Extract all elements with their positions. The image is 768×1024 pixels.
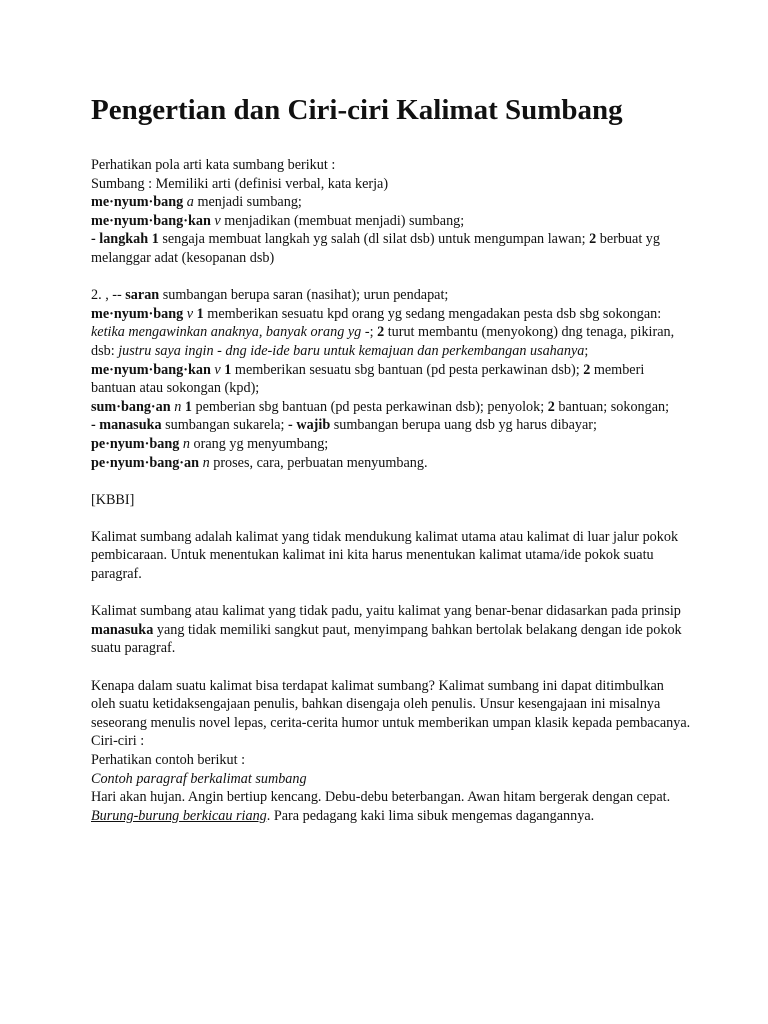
definition-text: sumbangan berupa saran (nasihat); urun pendapat; [159, 287, 449, 304]
body-text: . Para pedagang kaki lima sibuk mengemas dagangannya. [266, 807, 595, 824]
definition-text: memberi bantuan atau sokongan (kpd); [91, 361, 645, 397]
definition-text: sengaja membuat langkah yg salah (dl silat dsb) untuk mengumpan lawan; [158, 231, 590, 248]
entry-word: saran [125, 287, 160, 304]
section-label: Perhatikan contoh berikut : [91, 752, 246, 768]
word-class: n [179, 435, 190, 452]
document-page [91, 92, 691, 844]
entry-word: me·nyum·bang [91, 194, 184, 211]
sense-number: 2 [589, 231, 597, 248]
emphasis-word: manasuka [91, 621, 154, 638]
entry-word: - langkah 1 [91, 231, 159, 248]
entry-word: sum·bang·an [91, 398, 171, 415]
body-text: Kalimat sumbang atau kalimat yang tidak padu, yaitu kalimat yang benar-benar didasarkan pada prinsip [91, 603, 681, 620]
definition-line [91, 416, 691, 435]
definition-line [91, 193, 691, 212]
definition-line [91, 454, 691, 473]
definition-text: turut membantu (menyokong) dng tenaga, pikiran, dsb: [91, 324, 675, 359]
definition-text: memberikan sesuatu kpd orang yg sedang mengadakan pesta dsb sbg sokongan: [203, 305, 662, 322]
sense-number: 1 [193, 305, 204, 322]
example-paragraph [91, 788, 691, 825]
word-class: n [199, 454, 210, 471]
example-sentence-underlined: Burung-burung berkicau riang [91, 807, 267, 824]
definition-text: pemberian sbg bantuan (pd pesta perkawinan dsb); penyolok; [191, 398, 548, 415]
definition-line [91, 361, 691, 398]
sense-number: 1 [220, 361, 232, 378]
definition-text: memberikan sesuatu sbg bantuan (pd pesta perkawinan dsb); [231, 361, 584, 378]
word-class: v [183, 305, 194, 322]
definition-text: bantuan; sokongan; [554, 398, 670, 415]
definition-line [91, 398, 691, 417]
sense-number: 1 [181, 398, 192, 415]
example-text: ketika mengawinkan anaknya, banyak orang yg - [91, 324, 370, 341]
definition-text: 2. , -- [91, 287, 126, 304]
definition-text: ; [369, 324, 378, 341]
definition-line [91, 435, 691, 454]
text-line: Perhatikan pola arti kata sumbang berikut : [91, 157, 336, 173]
definition-text: sumbangan sukarela; [161, 417, 289, 434]
paragraph-pola-arti [91, 156, 691, 268]
definition-line [91, 212, 691, 231]
word-class: a [183, 194, 194, 211]
body-text: Kenapa dalam suatu kalimat bisa terdapat kalimat sumbang? Kalimat sumbang ini dapat ditimbulkan oleh suatu ketidaksengajaan penulis, bahkan disengaja oleh penulis. Unsur kesengajaan ini misalnya seseorang menulis novel lepas, cerita-cerita humor untuk memberikan umpan klasik kepada pembacanya. [91, 677, 691, 731]
definition-text: menjadi sumbang; [193, 194, 302, 211]
definition-text: proses, cara, perbuatan menyumbang. [209, 454, 428, 471]
example-text: justru saya ingin - dng ide-ide baru untuk kemajuan dan perkembangan usahanya [118, 342, 585, 359]
definition-text: orang yg menyumbang; [189, 435, 329, 452]
entry-word: me·nyum·bang·kan [91, 361, 211, 378]
paragraph-kenapa [91, 677, 691, 826]
paragraph-kalimat-sumbang: Kalimat sumbang adalah kalimat yang tidak mendukung kalimat utama atau kalimat di luar jalur pokok pembicaraan. Untuk menentukan kalimat ini kita harus menentukan kalimat utama/ide pokok suatu paragraf. [91, 528, 679, 583]
sense-number: 2 [547, 398, 555, 415]
word-class: v [210, 212, 221, 229]
source-citation: [KBBI] [91, 491, 135, 508]
body-text: Hari akan hujan. Angin bertiup kencang. Debu-debu beterbangan. Awan hitam bergerak dengan cepat. [91, 789, 671, 806]
definition-text: berbuat yg melanggar adat (kesopanan dsb) [91, 231, 660, 266]
text-line: Sumbang : Memiliki arti (definisi verbal, kata kerja) [91, 175, 389, 192]
example-heading: Contoh paragraf berkalimat sumbang [91, 770, 307, 787]
entry-word: - wajib [288, 417, 331, 434]
definition-line [91, 230, 691, 267]
entry-word: - manasuka [91, 417, 162, 434]
page-title: Pengertian dan Ciri-ciri Kalimat Sumbang [91, 94, 623, 126]
definition-text: sumbangan berupa uang dsb yg harus dibayar; [330, 417, 597, 434]
entry-word: me·nyum·bang [91, 305, 184, 322]
paragraph-tidak-padu [91, 602, 691, 658]
definition-text: ; [584, 342, 589, 359]
sense-number: 2 [377, 324, 385, 341]
word-class: n [170, 398, 182, 415]
body-text: yang tidak memiliki sangkut paut, menyimpang bahkan bertolak belakang dengan ide pokok suatu paragraf. [91, 621, 682, 657]
section-label: Ciri-ciri : [91, 733, 145, 750]
definition-line [91, 305, 691, 361]
definition-line [91, 286, 691, 305]
entry-word: pe·nyum·bang [91, 435, 180, 452]
definition-text: menjadikan (membuat menjadi) sumbang; [220, 212, 465, 229]
paragraph-definitions [91, 286, 691, 472]
sense-number: 2 [583, 361, 591, 378]
word-class: v [210, 361, 221, 378]
entry-word: me·nyum·bang·kan [91, 212, 211, 229]
entry-word: pe·nyum·bang·an [91, 454, 200, 471]
